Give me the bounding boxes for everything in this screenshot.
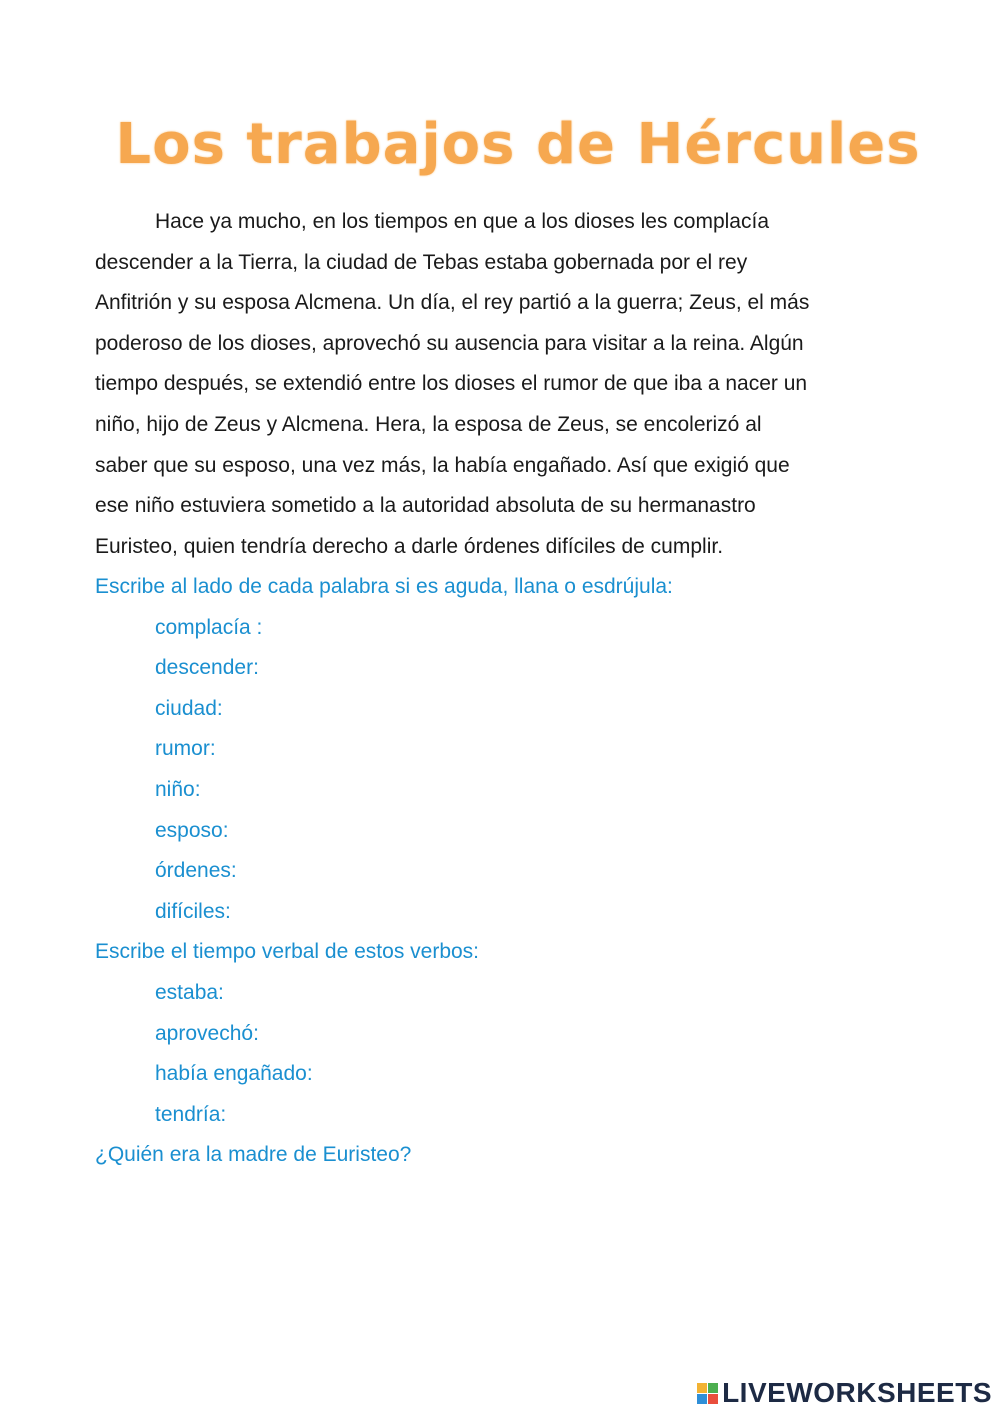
story-line: poderoso de los dioses, aprovechó su ausencia para visitar a la reina. Algún: [95, 331, 804, 355]
word-label: esposo:: [155, 818, 229, 842]
exercise1-instruction: Escribe al lado de cada palabra si es aguda, llana o esdrújula:: [95, 575, 673, 598]
verb-label: tendría:: [155, 1102, 227, 1126]
exercise1-item: [95, 689, 905, 730]
exercise3-question: [95, 1135, 905, 1176]
word-label: órdenes:: [155, 859, 237, 883]
exercise2-item: [95, 1014, 905, 1055]
liveworksheets-logo-icon: [697, 1383, 718, 1404]
exercise1-item: [95, 648, 905, 689]
word-label: rumor:: [155, 737, 216, 761]
answer-field[interactable]: [222, 738, 482, 762]
answer-field[interactable]: [234, 819, 494, 843]
word-label: complacía :: [155, 615, 263, 639]
story-line: saber que su esposo, una vez más, la había engañado. Así que exigió que: [95, 453, 790, 477]
logo-square: [697, 1383, 707, 1393]
story-line: descender a la Tierra, la ciudad de Tebas estaba gobernada por el rey: [95, 250, 748, 274]
story-line: niño, hijo de Zeus y Alcmena. Hera, la esposa de Zeus, se encolerizó al: [95, 412, 762, 436]
exercise1-item: [95, 892, 905, 933]
exercises: [95, 567, 905, 1176]
word-label: descender:: [155, 656, 259, 680]
logo-square: [697, 1394, 707, 1404]
story-text: [95, 202, 905, 567]
logo-square: [708, 1383, 718, 1393]
exercise1-item: [95, 608, 905, 649]
answer-field[interactable]: [229, 697, 489, 721]
exercise2-item: [95, 1054, 905, 1095]
logo-square: [708, 1394, 718, 1404]
answer-field[interactable]: [230, 981, 490, 1005]
word-label: difíciles:: [155, 899, 231, 923]
answer-field[interactable]: [265, 657, 525, 681]
word-label: ciudad:: [155, 696, 223, 720]
story-line: tiempo después, se extendió entre los dioses el rumor de que iba a nacer un: [95, 372, 808, 396]
liveworksheets-brand[interactable]: [697, 1377, 992, 1409]
answer-field[interactable]: [243, 860, 503, 884]
worksheet-title: Los trabajos de Hércules: [115, 112, 921, 177]
answer-field[interactable]: [268, 616, 528, 640]
story-line: ese niño estuviera sometido a la autoridad absoluta de su hermanastro: [95, 494, 756, 518]
answer-field[interactable]: [319, 1063, 579, 1087]
answer-field[interactable]: [417, 1144, 677, 1168]
exercise1-item: [95, 811, 905, 852]
brand-name: LIVEWORKSHEETS: [722, 1377, 992, 1408]
exercise2-instruction: Escribe el tiempo verbal de estos verbos:: [95, 940, 480, 964]
exercise1-item: [95, 770, 905, 811]
verb-label: aprovechó:: [155, 1021, 259, 1045]
exercise2-item: [95, 973, 905, 1014]
story-line: Euristeo, quien tendría derecho a darle órdenes difíciles de cumplir.: [95, 534, 724, 558]
exercise1-item: [95, 729, 905, 770]
answer-field[interactable]: [232, 1103, 492, 1127]
word-label: niño:: [155, 777, 201, 801]
answer-field[interactable]: [265, 1022, 525, 1046]
verb-label: estaba:: [155, 980, 224, 1004]
question-label: ¿Quién era la madre de Euristeo?: [95, 1143, 412, 1167]
verb-label: había engañado:: [155, 1062, 313, 1086]
answer-field[interactable]: [237, 900, 497, 924]
story-line: Anfitrión y su esposa Alcmena. Un día, el rey partió a la guerra; Zeus, el más: [95, 291, 810, 315]
exercise2-item: [95, 1095, 905, 1136]
exercise1-item: [95, 851, 905, 892]
story-line: Hace ya mucho, en los tiempos en que a los dioses les complacía: [155, 210, 769, 233]
answer-field[interactable]: [206, 778, 466, 802]
